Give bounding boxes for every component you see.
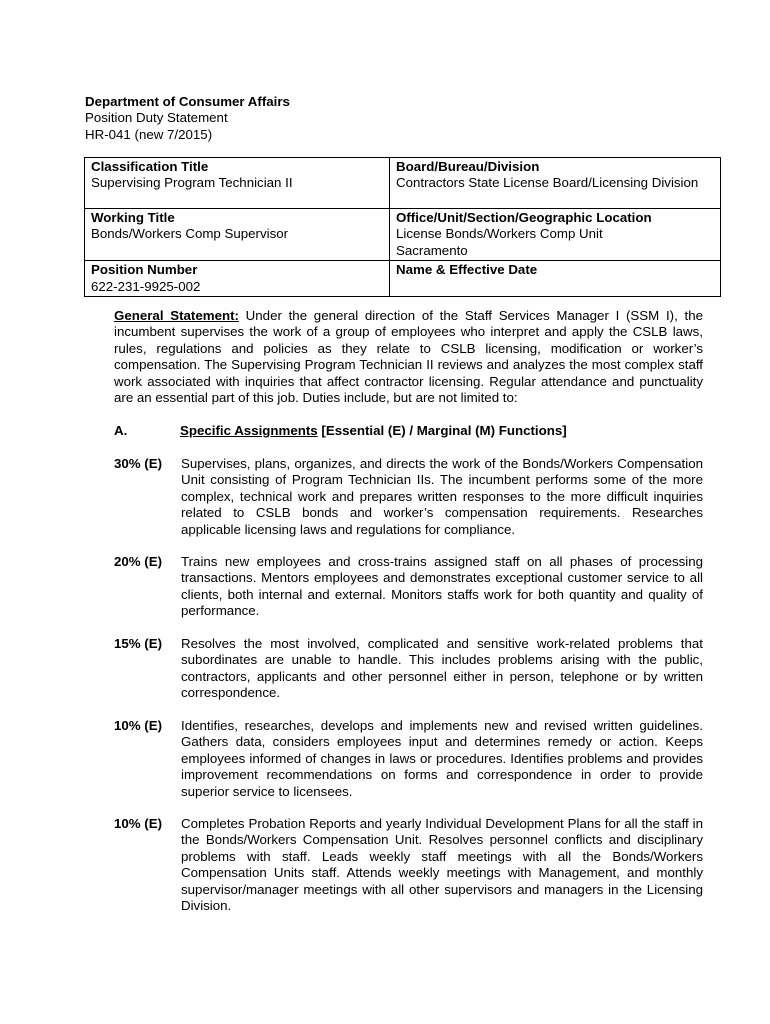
- board-cell: [390, 158, 721, 209]
- office-value-unit: License Bonds/Workers Comp Unit: [396, 226, 603, 242]
- board-label: Board/Bureau/Division: [396, 159, 540, 174]
- duty-percent: 10% (E): [114, 816, 163, 831]
- duty-percent: 10% (E): [114, 718, 163, 733]
- name-date-cell: [390, 261, 721, 297]
- classification-title-cell: [85, 158, 390, 209]
- office-cell: [390, 209, 721, 261]
- document-header: [85, 94, 290, 143]
- position-number-label: Position Number: [91, 262, 198, 278]
- working-title-cell: [85, 209, 390, 261]
- general-statement: [114, 308, 703, 406]
- general-statement-text: Under the general direction of the Staff Services Manager I (SSM I), the incumbent supervises the work of a group of employees who interpret and apply the CSLB laws, rules, regulations and policies as they relate to CSLB licensing, modification or worker’s compensation. The Supervising Program Technician II reviews and analyzes the most complex staff work associated with inquiries that affect contractor licensing. Regular attendance and punctuality are an essential part of this job. Duties include, but are not limited to:: [114, 308, 703, 406]
- department-name: Department of Consumer Affairs: [85, 94, 290, 109]
- classification-title-value: Supervising Program Technician II: [91, 175, 293, 191]
- working-title-value: Bonds/Workers Comp Supervisor: [91, 226, 289, 242]
- position-number-value: 622-231-9925-002: [91, 278, 201, 294]
- duty-text: Completes Probation Reports and yearly Individual Development Plans for all the staff in the Bonds/Workers Compensation Unit. Resolves personnel conflicts and disciplinary problems with staff. Leads weekly staff meetings with all the Bonds/Workers Compensation Units staff. Attends weekly meetings with Management, and monthly supervisor/manager meetings with all other supervisors and managers in the Licensing Division.: [181, 816, 703, 914]
- form-number: HR-041 (new 7/2015): [85, 126, 213, 142]
- duty-text: Identifies, researches, develops and implements new and revised written guidelines. Gathers data, considers employees input and determines remedy or action. Keeps employees informed of changes in laws or procedures. Identifies problems and provides improvement recommendations on forms and correspondence in order to provide superior service to licensees.: [181, 718, 703, 799]
- duty-text: Supervises, plans, organizes, and directs the work of the Bonds/Workers Compensation Unit consisting of Program Technician IIs. The incumbent performs some of the more complex, technical work and prepares written responses to the more difficult inquiries related to CSLB bonds and worker’s compensation requirements. Researches applicable licensing laws and regulations for compliance.: [181, 456, 703, 537]
- position-info-table: [84, 157, 721, 297]
- general-statement-label: General Statement:: [114, 308, 239, 323]
- board-value: Contractors State License Board/Licensing Division: [396, 175, 699, 191]
- section-letter: A.: [114, 423, 128, 438]
- office-value-location: Sacramento: [396, 242, 468, 258]
- name-date-label: Name & Effective Date: [396, 262, 538, 278]
- duty-percent: 30% (E): [114, 456, 163, 471]
- section-title-underlined: Specific Assignments: [180, 423, 318, 438]
- document-title: Position Duty Statement: [85, 110, 228, 126]
- position-number-cell: [85, 261, 390, 297]
- section-title-rest: [Essential (E) / Marginal (M) Functions]: [317, 423, 567, 438]
- duty-text: Resolves the most involved, complicated and sensitive work-related problems that subordinates are unable to handle. This includes problems arising with the public, contractors, applicants and other personnel either in person, telephone or by written correspondence.: [181, 636, 703, 701]
- office-label: Office/Unit/Section/Geographic Location: [396, 210, 652, 225]
- working-title-label: Working Title: [91, 210, 175, 225]
- duty-text: Trains new employees and cross-trains assigned staff on all phases of processing transactions. Mentors employees and demonstrates exceptional customer service to all clients, both internal and external. Monitors staffs work for both quantity and quality of performance.: [181, 554, 703, 619]
- duty-percent: 15% (E): [114, 636, 163, 651]
- classification-title-label: Classification Title: [91, 159, 209, 174]
- duty-percent: 20% (E): [114, 554, 163, 569]
